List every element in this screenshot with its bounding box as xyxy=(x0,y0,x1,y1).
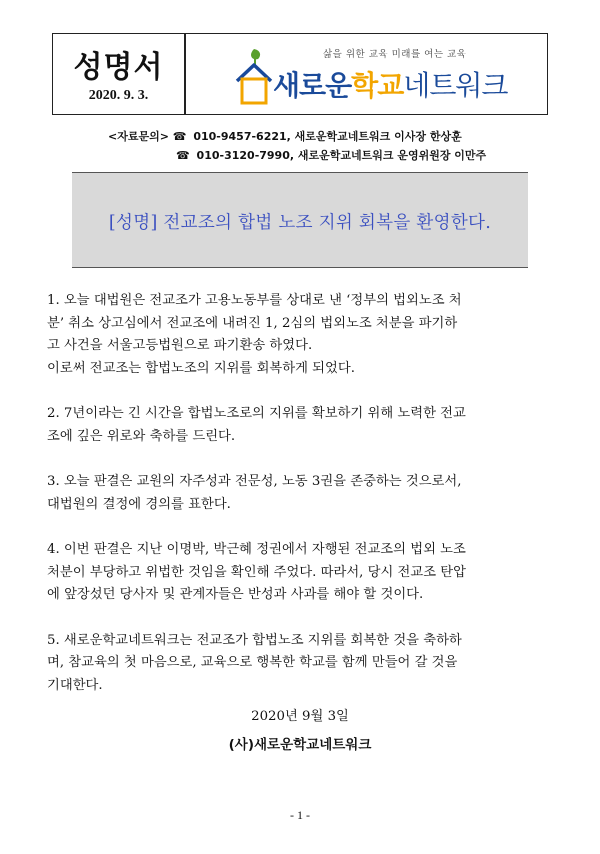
paragraph-3 xyxy=(47,471,553,516)
paragraph-line: 2. 7년이라는 긴 시간을 합법노조로의 지위를 확보하기 위해 노력한 전교 xyxy=(47,406,466,421)
paragraph-line: 1. 오늘 대법원은 전교조가 고용노동부를 상대로 낸 ‘정부의 법외노조 처 xyxy=(47,293,462,308)
paragraph-line: 4. 이번 판결은 지난 이명박, 박근혜 정권에서 자행된 전교조의 법외 노조 xyxy=(47,542,466,557)
signoff-date: 2020년 9월 3일 xyxy=(251,709,349,724)
logo-slogan: 삶을 위한 교육 미래를 여는 교육 xyxy=(323,49,467,60)
paragraph-line: 에 앞장섰던 당사자 및 관계자들은 반성과 사과를 해야 할 것이다. xyxy=(47,587,424,602)
page-number: - 1 - xyxy=(290,808,310,822)
statement-title-box xyxy=(72,172,528,268)
doc-type-title: 성명서 xyxy=(73,50,164,85)
contact-text: 010-9457-6221, 새로운학교네트워크 이사장 한상훈 xyxy=(193,130,462,143)
logo-text-part-c: 네트워크 xyxy=(403,69,508,102)
contact-label: <자료문의> xyxy=(108,130,169,143)
paragraph-1 xyxy=(47,290,553,380)
logo-house-icon xyxy=(234,47,274,107)
header-box xyxy=(52,33,548,115)
paragraph-line: 며, 참교육의 첫 마음으로, 교육으로 행복한 학교를 함께 만들어 갈 것을 xyxy=(47,655,458,670)
contact-line xyxy=(108,128,486,147)
paragraph-line: 조에 깊은 위로와 축하를 드린다. xyxy=(47,428,236,444)
paragraph-line: 기대한다. xyxy=(47,677,103,693)
header-divider xyxy=(184,34,186,114)
doc-date: 2020. 9. 3. xyxy=(88,88,149,103)
paragraph-line: 대법원의 결정에 경의를 표한다. xyxy=(47,496,231,512)
paragraph-2 xyxy=(47,403,553,448)
logo-wordmark xyxy=(273,64,507,104)
phone-icon: ☎ xyxy=(172,130,187,143)
paragraph-line: 고 사건을 서울고등법원으로 파기환송 하였다. xyxy=(47,338,313,353)
paragraph-line: 이로써 전교조는 합법노조의 지위를 회복하게 되었다. xyxy=(47,360,355,376)
contact-line xyxy=(108,147,486,166)
organization-name: (사)새로운학교네트워크 xyxy=(228,737,372,753)
paragraph-5 xyxy=(47,630,553,698)
contact-info xyxy=(108,128,486,166)
logo-text-part-b: 학교 xyxy=(351,69,404,102)
paragraph-4 xyxy=(47,539,553,607)
logo-text-part-a: 새로운 xyxy=(273,69,352,102)
statement-body xyxy=(47,290,553,720)
paragraph-line: 5. 새로운학교네트워크는 전교조가 합법노조 지위를 회복한 것을 축하하 xyxy=(47,632,462,648)
paragraph-line: 분’ 취소 상고심에서 전교조에 내려진 1, 2심의 법외노조 처분을 파기하 xyxy=(47,315,458,331)
phone-icon: ☎ xyxy=(176,149,190,162)
paragraph-line: 처분이 부당하고 위법한 것임을 확인해 주었다. 따라서, 당시 전교조 탄압 xyxy=(47,564,466,580)
statement-title: [성명] 전교조의 합법 노조 지위 회복을 환영한다. xyxy=(108,213,492,233)
paragraph-line: 3. 오늘 판결은 교원의 자주성과 전문성, 노동 3권을 존중하는 것으로서, xyxy=(47,474,462,489)
contact-text: 010-3120-7990, 새로운학교네트워크 운영위원장 이만주 xyxy=(196,149,487,162)
